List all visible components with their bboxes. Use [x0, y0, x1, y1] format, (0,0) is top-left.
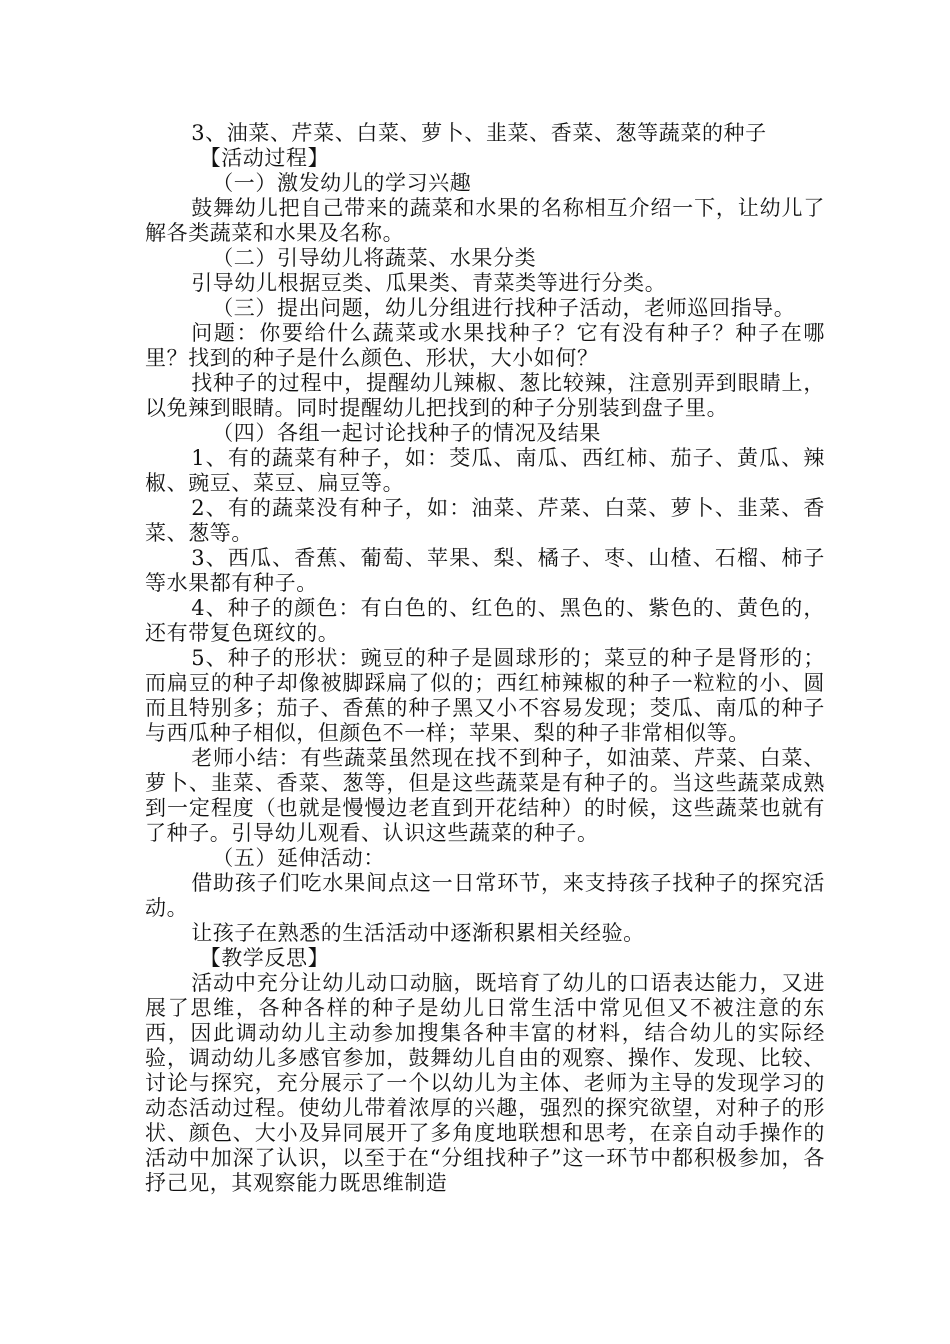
section-heading-2: （二）引导幼儿将蔬菜、水果分类 — [212, 246, 537, 270]
list-item-4: 4、种子的颜色：有白色的、红色的、黑色的、紫色的、黄色的，还有带复色斑纹的。 — [145, 596, 825, 645]
paragraph-extension-2: 让孩子在熟悉的生活活动中逐渐积累相关经验。 — [191, 921, 645, 945]
paragraph-material-3: 3、油菜、芹菜、白菜、萝卜、韭菜、香菜、葱等蔬菜的种子 — [191, 121, 767, 145]
heading-activity-process: 【活动过程】 — [199, 146, 330, 170]
section-heading-1: （一）激发幼儿的学习兴趣 — [212, 171, 472, 195]
paragraph-questions: 问题：你要给什么蔬菜或水果找种子？它有没有种子？种子在哪里？找到的种子是什么颜色、形状，大小如何？ — [145, 321, 825, 370]
section-heading-4: （四）各组一起讨论找种子的情况及结果 — [212, 421, 601, 445]
paragraph-safety-reminder: 找种子的过程中，提醒幼儿辣椒、葱比较辣，注意别弄到眼睛上，以免辣到眼睛。同时提醒幼儿把找到的种子分别装到盘子里。 — [145, 371, 825, 420]
list-item-3: 3、西瓜、香蕉、葡萄、苹果、梨、橘子、枣、山楂、石榴、柿子等水果都有种子。 — [145, 546, 825, 595]
document-body — [145, 121, 825, 1196]
list-item-2: 2、有的蔬菜没有种子，如：油菜、芹菜、白菜、萝卜、韭菜、香菜、葱等。 — [145, 496, 825, 545]
heading-teaching-reflection: 【教学反思】 — [199, 946, 330, 970]
paragraph-extension-1: 借助孩子们吃水果间点这一日常环节，来支持孩子找种子的探究活动。 — [145, 871, 825, 920]
section-heading-5: （五）延伸活动： — [212, 846, 385, 870]
list-item-5: 5、种子的形状：豌豆的种子是圆球形的；菜豆的种子是肾形的；而扁豆的种子却像被脚踩扁了似的；西红柿辣椒的种子一粒粒的小、圆而且特别多；茄子、香蕉的种子黑又小不容易发现；茭瓜、南瓜的种子与西瓜种子相似，但颜色不一样；苹果、梨的种子非常相似等。 — [145, 646, 825, 745]
list-item-1: 1、有的蔬菜有种子，如：茭瓜、南瓜、西红柿、茄子、黄瓜、辣椒、豌豆、菜豆、扁豆等。 — [145, 446, 825, 495]
paragraph-reflection: 活动中充分让幼儿动口动脑，既培育了幼儿的口语表达能力，又进展了思维，各种各样的种子是幼儿日常生活中常见但又不被注意的东西，因此调动幼儿主动参加搜集各种丰富的材料，结合幼儿的实际经验，调动幼儿多感官参加，鼓舞幼儿自由的观察、操作、发现、比较、讨论与探究，充分展示了一个以幼儿为主体、老师为主导的发现学习的动态活动过程。使幼儿带着浓厚的兴趣，强烈的探究欲望，对种子的形状、颜色、大小及异同展开了多角度地联想和思考，在亲自动手操作的活动中加深了认识，以至于在“分组找种子”这一环节中都积极参加，各抒己见，其观察能力既思维制造 — [145, 971, 825, 1195]
paragraph-teacher-summary: 老师小结：有些蔬菜虽然现在找不到种子，如油菜、芹菜、白菜、萝卜、韭菜、香菜、葱等，但是这些蔬菜是有种子的。当这些蔬菜成熟到一定程度（也就是慢慢边老直到开花结种）的时候，这些蔬菜也就有了种子。引导幼儿观看、认识这些蔬菜的种子。 — [145, 746, 825, 845]
paragraph-section-1: 鼓舞幼儿把自己带来的蔬菜和水果的名称相互介绍一下，让幼儿了解各类蔬菜和水果及名称。 — [145, 196, 825, 245]
paragraph-section-2: 引导幼儿根据豆类、瓜果类、青菜类等进行分类。 — [191, 271, 667, 295]
section-heading-3: （三）提出问题，幼儿分组进行找种子活动，老师巡回指导。 — [212, 296, 796, 320]
